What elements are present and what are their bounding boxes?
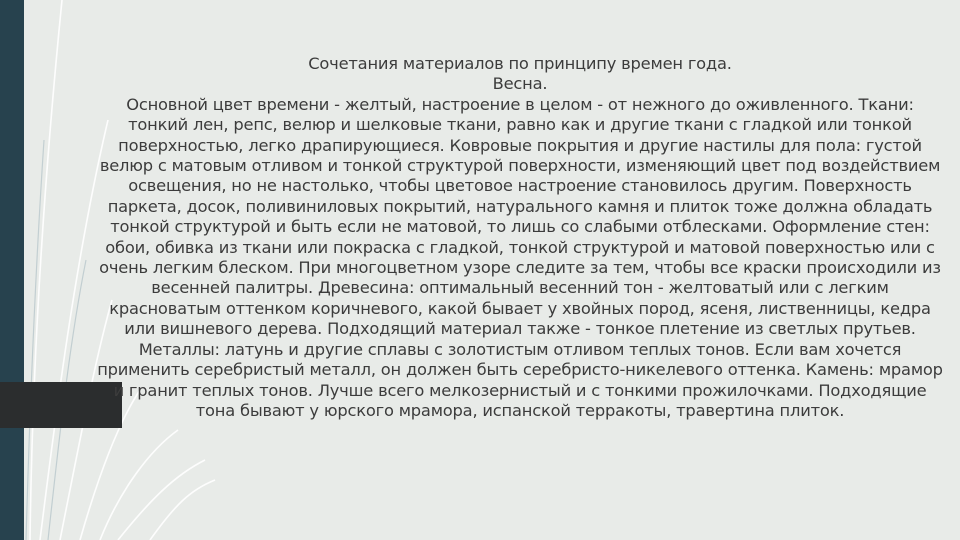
deco-line	[30, 0, 62, 540]
deco-line	[100, 430, 178, 540]
slide-text-block	[96, 54, 944, 421]
slide-title: Сочетания материалов по принципу времен года.	[308, 54, 732, 73]
deco-line	[150, 480, 215, 540]
slide-season: Весна.	[492, 74, 548, 94]
deco-line	[26, 140, 44, 540]
deco-line	[118, 460, 205, 540]
left-accent-bar	[0, 0, 24, 540]
slide-body: Основной цвет времени - желтый, настроение в целом - от нежного до оживленного. Ткани: тонкий лен, репс, велюр и шелковые ткани, равно как и другие ткани с гладкой или тонкой поверхностью, легко драпирующиеся. Ковровые покрытия и другие настилы для пола: густой велюр с матовым отливом и тонкой структурой поверхности, изменяющий цвет под воздействием освещения, но не настолько, чтобы цветовое настроение становилось другим. Поверхность паркета, досок, поливиниловых покрытий, натурального камня и плиток тоже должна обладать тонкой структурой и быть если не матовой, то лишь со слабыми отблесками. Оформление стен: обои, обивка из ткани или покраска с гладкой, тонкой структурой и матовой поверхностью или с очень легким блеском. При многоцветном узоре следите за тем, чтобы все краски происходили из весенней палитры. Древесина: оптимальный весенний тон - желтоватый или с легким красноватым оттенком коричневого, какой бывает у хвойных пород, ясеня, лиственницы, кедра или вишневого дерева. Подходящий материал также - тонкое плетение из светлых прутьев. Металлы: латунь и другие сплавы с золотистым отливом теплых тонов. Если вам хочется применить серебристый металл, он должен быть серебристо-никелевого оттенка. Камень: мрамор и гранит теплых тонов. Лучше всего мелкозернистый и с тонкими прожилочками. Подходящие тона бывают у юрского мрамора, испанской терракоты, травертина плиток.	[97, 94, 943, 420]
